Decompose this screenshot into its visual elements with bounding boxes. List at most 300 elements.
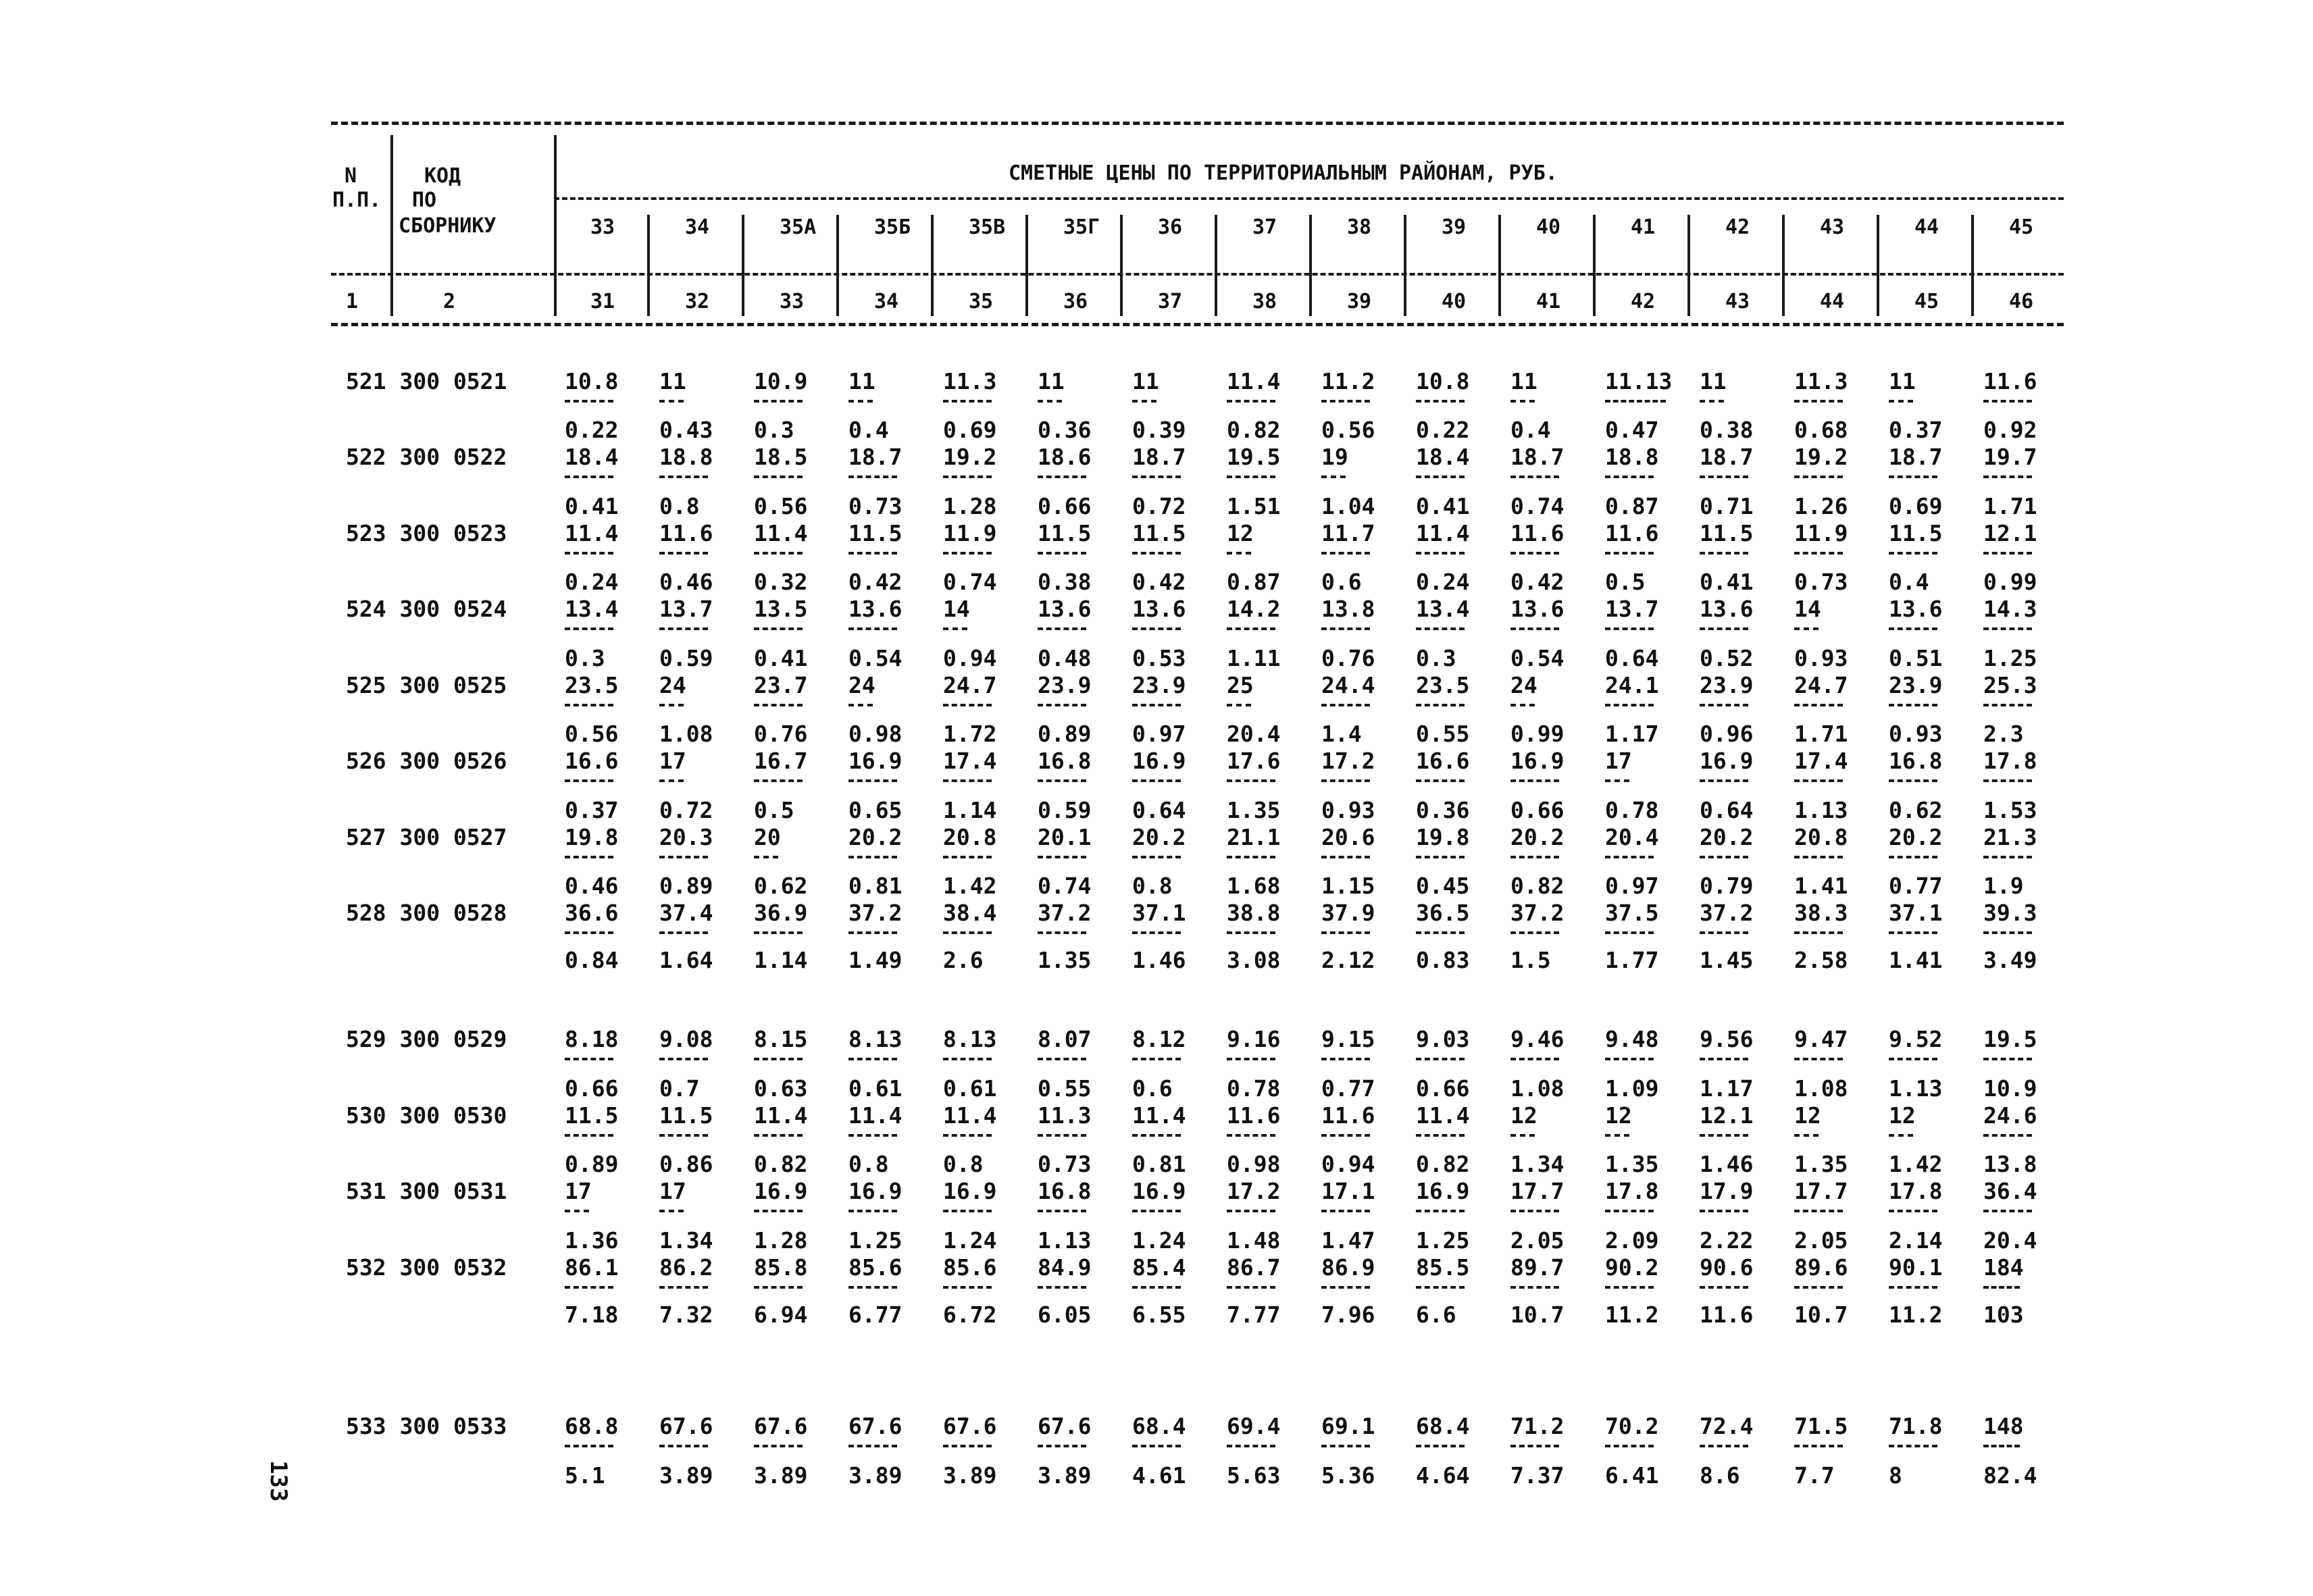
cell-top-value: 8.15 [754, 1026, 808, 1052]
fraction-bar [1700, 1210, 1748, 1212]
fraction-bar [565, 779, 613, 782]
cell-top-value: 19.5 [1227, 444, 1281, 470]
cell-bottom-value: 1.08 [659, 721, 713, 747]
cell-top-value: 11.4 [754, 520, 808, 546]
cell-top-value: 20.8 [943, 824, 997, 850]
cell-top-value: 11.4 [943, 1102, 997, 1129]
cell-bottom-value: 1.24 [1132, 1227, 1186, 1254]
fraction-bar [565, 1058, 613, 1060]
cell-bottom-value: 1.71 [1983, 493, 2037, 519]
row-label: 524 300 0524 [346, 596, 507, 622]
fraction-bar [1794, 704, 1843, 706]
cell-top-value: 23.9 [1132, 672, 1186, 698]
cell-bottom-value: 6.41 [1605, 1462, 1659, 1489]
fraction-bar [1416, 475, 1465, 478]
fraction-bar [1227, 779, 1275, 782]
cell-top-value: 184 [1983, 1254, 2024, 1281]
cell-top-value: 23.5 [565, 672, 619, 698]
cell-bottom-value: 0.4 [848, 417, 889, 443]
cell-top-value: 11.4 [848, 1102, 903, 1129]
cell-bottom-value: 5.1 [565, 1462, 605, 1489]
cell-bottom-value: 103 [1983, 1302, 2024, 1328]
cell-bottom-value: 0.36 [1038, 417, 1092, 443]
cell-bottom-value: 0.62 [754, 873, 808, 899]
cell-bottom-value: 0.61 [943, 1075, 997, 1102]
fraction-bar [1605, 627, 1654, 630]
cell-bottom-value: 0.82 [754, 1151, 808, 1177]
fraction-bar [1132, 475, 1181, 478]
fraction-bar [1038, 1134, 1086, 1137]
cell-bottom-value: 0.56 [1321, 417, 1375, 443]
fraction-bar [1605, 400, 1666, 403]
cell-bottom-value: 0.98 [848, 721, 903, 747]
region-divider-6 [1120, 215, 1123, 316]
fraction-bar [1132, 1134, 1181, 1137]
col-code-label-2: ПО [412, 188, 437, 212]
row-label: 529 300 0529 [346, 1026, 507, 1052]
cell-bottom-value: 1.17 [1700, 1075, 1754, 1102]
cell-top-value: 17.8 [1889, 1178, 1943, 1204]
cell-bottom-value: 1.64 [659, 947, 713, 973]
cell-top-value: 37.2 [1510, 900, 1565, 926]
cell-top-value: 38.8 [1227, 900, 1281, 926]
cell-top-value: 11.9 [1794, 520, 1848, 546]
fraction-bar [1321, 475, 1346, 478]
cell-bottom-value: 1.34 [1510, 1151, 1565, 1177]
fraction-bar [1038, 475, 1086, 478]
cell-bottom-value: 0.46 [659, 569, 713, 595]
cell-bottom-value: 0.38 [1700, 417, 1754, 443]
cell-top-value: 13.7 [659, 596, 713, 622]
fraction-bar [1889, 931, 1937, 934]
fraction-bar [1038, 704, 1086, 706]
fraction-bar [1983, 475, 2032, 478]
cell-bottom-value: 5.36 [1321, 1462, 1375, 1489]
cell-top-value: 24 [1510, 672, 1537, 698]
cell-top-value: 86.1 [565, 1254, 619, 1281]
cell-top-value: 9.16 [1227, 1026, 1281, 1052]
cell-bottom-value: 10.7 [1794, 1302, 1848, 1328]
fraction-bar [1983, 1445, 2020, 1447]
fraction-bar [1510, 779, 1559, 782]
cell-top-value: 16.9 [1132, 748, 1186, 774]
cell-bottom-value: 0.65 [848, 797, 903, 823]
cell-top-value: 11.4 [754, 1102, 808, 1129]
cell-top-value: 17.4 [1794, 748, 1848, 774]
region-header-10: 39 [1442, 215, 1467, 239]
cell-top-value: 17.6 [1227, 748, 1281, 774]
cell-top-value: 13.7 [1605, 596, 1659, 622]
cell-top-value: 85.8 [754, 1254, 808, 1281]
cell-bottom-value: 1.49 [848, 947, 903, 973]
cell-top-value: 16.9 [848, 748, 903, 774]
cell-top-value: 18.7 [1132, 444, 1186, 470]
region-divider-13 [1782, 215, 1785, 316]
fraction-bar [1227, 400, 1275, 403]
cell-bottom-value: 0.71 [1700, 493, 1754, 519]
cell-top-value: 69.1 [1321, 1413, 1375, 1439]
region-header-8: 37 [1252, 215, 1277, 239]
fraction-bar [1510, 931, 1559, 934]
fraction-bar [1227, 475, 1275, 478]
row-label: 527 300 0527 [346, 824, 507, 850]
cell-top-value: 24 [659, 672, 686, 698]
cell-bottom-value: 1.09 [1605, 1075, 1659, 1102]
cell-top-value: 11 [848, 368, 875, 394]
row-label: 531 300 0531 [346, 1178, 507, 1204]
cell-top-value: 86.7 [1227, 1254, 1281, 1281]
cell-bottom-value: 0.82 [1416, 1151, 1470, 1177]
fraction-bar [1794, 1134, 1819, 1137]
fraction-bar [943, 779, 992, 782]
cell-bottom-value: 0.52 [1700, 645, 1754, 671]
fraction-bar [1700, 1445, 1748, 1447]
cell-bottom-value: 1.34 [659, 1227, 713, 1254]
cell-top-value: 71.2 [1510, 1413, 1565, 1439]
fraction-bar [1700, 856, 1748, 858]
cell-top-value: 89.6 [1794, 1254, 1848, 1281]
fraction-bar [1983, 1210, 2032, 1212]
cell-bottom-value: 1.17 [1605, 721, 1659, 747]
fraction-bar [754, 856, 778, 858]
cell-bottom-value: 0.3 [565, 645, 605, 671]
fraction-bar [659, 704, 684, 706]
cell-top-value: 19 [1321, 444, 1348, 470]
fraction-bar [1416, 552, 1465, 555]
cell-top-value: 69.4 [1227, 1413, 1281, 1439]
row-label: 530 300 0530 [346, 1102, 507, 1129]
fraction-bar [565, 704, 613, 706]
cell-bottom-value: 1.71 [1794, 721, 1848, 747]
region-divider-7 [1215, 215, 1217, 316]
cell-bottom-value: 0.96 [1700, 721, 1754, 747]
cell-top-value: 11.6 [659, 520, 713, 546]
cell-bottom-value: 1.25 [1983, 645, 2037, 671]
fraction-bar [659, 1445, 708, 1447]
cell-top-value: 17 [565, 1178, 592, 1204]
cell-top-value: 36.6 [565, 900, 619, 926]
cell-top-value: 9.08 [659, 1026, 713, 1052]
fraction-bar [1605, 552, 1654, 555]
cell-bottom-value: 0.93 [1794, 645, 1848, 671]
region-index-1: 31 [590, 290, 615, 313]
cell-bottom-value: 1.36 [565, 1227, 619, 1254]
fraction-bar [1983, 1058, 2032, 1060]
fraction-bar [1983, 779, 2032, 782]
row-label: 528 300 0528 [346, 900, 507, 926]
fraction-bar [848, 627, 897, 630]
fraction-bar [1983, 627, 2032, 630]
cell-bottom-value: 2.3 [1983, 721, 2024, 747]
cell-top-value: 20.2 [1700, 824, 1754, 850]
row-label: 521 300 0521 [346, 368, 507, 394]
fraction-bar [943, 931, 992, 934]
cell-top-value: 8.07 [1038, 1026, 1092, 1052]
cell-bottom-value: 0.73 [1038, 1151, 1092, 1177]
fraction-bar [848, 1058, 897, 1060]
cell-top-value: 16.7 [754, 748, 808, 774]
cell-bottom-value: 0.5 [754, 797, 794, 823]
cell-bottom-value: 1.4 [1321, 721, 1362, 747]
cell-top-value: 85.5 [1416, 1254, 1470, 1281]
fraction-bar [659, 475, 708, 478]
region-divider-14 [1877, 215, 1879, 316]
cell-top-value: 70.2 [1605, 1413, 1659, 1439]
cell-top-value: 37.2 [1700, 900, 1754, 926]
cell-bottom-value: 0.55 [1038, 1075, 1092, 1102]
cell-top-value: 24.1 [1605, 672, 1659, 698]
cell-top-value: 37.1 [1132, 900, 1186, 926]
cell-top-value: 11.2 [1321, 368, 1375, 394]
cell-bottom-value: 0.97 [1132, 721, 1186, 747]
cell-top-value: 90.1 [1889, 1254, 1943, 1281]
fraction-bar [659, 1134, 708, 1137]
cell-top-value: 11.6 [1227, 1102, 1281, 1129]
cell-top-value: 11 [1700, 368, 1727, 394]
fraction-bar [1321, 704, 1370, 706]
cell-bottom-value: 1.13 [1038, 1227, 1092, 1254]
cell-top-value: 86.2 [659, 1254, 713, 1281]
cell-top-value: 10.8 [565, 368, 619, 394]
cell-bottom-value: 0.59 [1038, 797, 1092, 823]
cell-top-value: 68.4 [1416, 1413, 1470, 1439]
fraction-bar [848, 1134, 897, 1137]
cell-bottom-value: 5.63 [1227, 1462, 1281, 1489]
cell-top-value: 20.3 [659, 824, 713, 850]
cell-top-value: 71.5 [1794, 1413, 1848, 1439]
cell-top-value: 20.4 [1605, 824, 1659, 850]
cell-bottom-value: 0.6 [1321, 569, 1362, 595]
fraction-bar [1038, 627, 1086, 630]
cell-bottom-value: 0.66 [1510, 797, 1565, 823]
cell-bottom-value: 3.89 [659, 1462, 713, 1489]
cell-bottom-value: 0.97 [1605, 873, 1659, 899]
cell-bottom-value: 0.3 [754, 417, 794, 443]
cell-top-value: 24.4 [1321, 672, 1375, 698]
cell-bottom-value: 13.8 [1983, 1151, 2037, 1177]
cell-bottom-value: 6.72 [943, 1302, 997, 1328]
fraction-bar [1794, 552, 1843, 555]
region-index-7: 37 [1158, 290, 1183, 313]
fraction-bar [1700, 1134, 1748, 1137]
cell-top-value: 24.6 [1983, 1102, 2037, 1129]
cell-bottom-value: 0.68 [1794, 417, 1848, 443]
fraction-bar [1321, 1058, 1370, 1060]
cell-bottom-value: 0.59 [659, 645, 713, 671]
region-header-9: 38 [1347, 215, 1372, 239]
fraction-bar [1038, 552, 1086, 555]
region-index-2: 32 [685, 290, 710, 313]
cell-top-value: 16.9 [1510, 748, 1565, 774]
cell-bottom-value: 0.4 [1510, 417, 1551, 443]
cell-bottom-value: 2.05 [1510, 1227, 1565, 1254]
region-divider-5 [1025, 215, 1028, 316]
fraction-bar [1227, 1445, 1275, 1447]
fraction-bar [848, 400, 873, 403]
fraction-bar [848, 1210, 897, 1212]
cell-top-value: 37.5 [1605, 900, 1659, 926]
region-divider-4 [931, 215, 934, 316]
cell-top-value: 17.2 [1227, 1178, 1281, 1204]
fraction-bar [1794, 400, 1843, 403]
cell-top-value: 11.5 [1700, 520, 1754, 546]
fraction-bar [943, 627, 967, 630]
cell-bottom-value: 0.8 [1132, 873, 1173, 899]
row-label: 526 300 0526 [346, 748, 507, 774]
fraction-bar [1700, 552, 1748, 555]
fraction-bar [1983, 704, 2032, 706]
fraction-bar [848, 1286, 897, 1289]
fraction-bar [1889, 779, 1937, 782]
region-divider-15 [1971, 215, 1974, 316]
cell-bottom-value: 0.66 [1038, 493, 1092, 519]
cell-bottom-value: 0.43 [659, 417, 713, 443]
header-divider-num [390, 135, 393, 316]
cell-top-value: 67.6 [943, 1413, 997, 1439]
row-label: 523 300 0523 [346, 520, 507, 546]
fraction-bar [1983, 856, 2032, 858]
cell-bottom-value: 0.86 [659, 1151, 713, 1177]
cell-top-value: 17.7 [1510, 1178, 1565, 1204]
cell-top-value: 11.6 [1510, 520, 1565, 546]
cell-top-value: 11.5 [1889, 520, 1943, 546]
header-mid-rule [554, 197, 2064, 200]
cell-top-value: 13.4 [1416, 596, 1470, 622]
fraction-bar [754, 400, 803, 403]
cell-bottom-value: 0.37 [1889, 417, 1943, 443]
cell-bottom-value: 0.64 [1700, 797, 1754, 823]
fraction-bar [1700, 704, 1748, 706]
fraction-bar [1132, 400, 1156, 403]
cell-top-value: 20 [754, 824, 781, 850]
fraction-bar [1700, 779, 1748, 782]
cell-top-value: 16.9 [943, 1178, 997, 1204]
cell-bottom-value: 7.37 [1510, 1462, 1565, 1489]
fraction-bar [1605, 856, 1654, 858]
cell-top-value: 71.8 [1889, 1413, 1943, 1439]
cell-bottom-value: 11.2 [1889, 1302, 1943, 1328]
fraction-bar [1889, 475, 1937, 478]
fraction-bar [1605, 1445, 1654, 1447]
fraction-bar [1038, 779, 1086, 782]
cell-top-value: 86.9 [1321, 1254, 1375, 1281]
col-index-2: 2 [443, 290, 456, 313]
fraction-bar [1038, 1286, 1086, 1289]
cell-bottom-value: 6.77 [848, 1302, 903, 1328]
cell-bottom-value: 1.24 [943, 1227, 997, 1254]
cell-bottom-value: 0.79 [1700, 873, 1754, 899]
cell-bottom-value: 1.46 [1700, 1151, 1754, 1177]
fraction-bar [1889, 627, 1937, 630]
fraction-bar [1038, 400, 1062, 403]
cell-bottom-value: 0.81 [1132, 1151, 1186, 1177]
cell-top-value: 16.8 [1038, 1178, 1092, 1204]
fraction-bar [1132, 931, 1181, 934]
cell-top-value: 17.4 [943, 748, 997, 774]
cell-top-value: 21.3 [1983, 824, 2037, 850]
fraction-bar [1132, 1445, 1181, 1447]
cell-bottom-value: 0.76 [754, 721, 808, 747]
row-label: 522 300 0522 [346, 444, 507, 470]
cell-top-value: 23.9 [1889, 672, 1943, 698]
cell-bottom-value: 0.48 [1038, 645, 1092, 671]
cell-bottom-value: 1.08 [1794, 1075, 1848, 1102]
cell-top-value: 20.2 [1889, 824, 1943, 850]
cell-bottom-value: 1.68 [1227, 873, 1281, 899]
cell-top-value: 11.6 [1321, 1102, 1375, 1129]
fraction-bar [565, 1134, 613, 1137]
cell-bottom-value: 0.78 [1605, 797, 1659, 823]
fraction-bar [1416, 779, 1465, 782]
cell-bottom-value: 0.54 [1510, 645, 1565, 671]
cell-top-value: 20.6 [1321, 824, 1375, 850]
fraction-bar [1983, 400, 2032, 403]
region-index-5: 35 [969, 290, 994, 313]
cell-bottom-value: 0.99 [1983, 569, 2037, 595]
fraction-bar [565, 1210, 589, 1212]
fraction-bar [754, 704, 803, 706]
cell-bottom-value: 0.69 [943, 417, 997, 443]
cell-top-value: 23.9 [1700, 672, 1754, 698]
region-divider-12 [1687, 215, 1690, 316]
cell-bottom-value: 0.94 [943, 645, 997, 671]
row-label: 532 300 0532 [346, 1254, 507, 1281]
cell-top-value: 8.13 [943, 1026, 997, 1052]
fraction-bar [1132, 1210, 1181, 1212]
fraction-bar [1321, 1134, 1370, 1137]
cell-bottom-value: 6.94 [754, 1302, 808, 1328]
fraction-bar [1510, 1210, 1559, 1212]
fraction-bar [1227, 856, 1275, 858]
cell-bottom-value: 1.13 [1794, 797, 1848, 823]
fraction-bar [754, 779, 803, 782]
cell-bottom-value: 0.47 [1605, 417, 1659, 443]
cell-top-value: 36.9 [754, 900, 808, 926]
fraction-bar [1416, 1058, 1465, 1060]
cell-top-value: 39.3 [1983, 900, 2037, 926]
fraction-bar [1700, 475, 1748, 478]
cell-top-value: 85.6 [943, 1254, 997, 1281]
cell-bottom-value: 0.41 [1416, 493, 1470, 519]
cell-bottom-value: 1.04 [1321, 493, 1375, 519]
fraction-bar [848, 856, 897, 858]
fraction-bar [754, 1058, 803, 1060]
fraction-bar [1510, 400, 1535, 403]
region-index-3: 33 [780, 290, 805, 313]
cell-top-value: 8.18 [565, 1026, 619, 1052]
fraction-bar [1983, 1286, 2020, 1289]
cell-bottom-value: 0.32 [754, 569, 808, 595]
cell-bottom-value: 1.41 [1889, 947, 1943, 973]
cell-bottom-value: 1.35 [1227, 797, 1281, 823]
cell-bottom-value: 0.87 [1605, 493, 1659, 519]
cell-top-value: 18.7 [1700, 444, 1754, 470]
fraction-bar [943, 1445, 992, 1447]
cell-bottom-value: 0.7 [659, 1075, 700, 1102]
cell-bottom-value: 0.98 [1227, 1151, 1281, 1177]
fraction-bar [1794, 931, 1843, 934]
fraction-bar [1889, 1445, 1937, 1447]
cell-top-value: 8.13 [848, 1026, 903, 1052]
cell-bottom-value: 0.61 [848, 1075, 903, 1102]
cell-bottom-value: 0.63 [754, 1075, 808, 1102]
cell-top-value: 37.2 [848, 900, 903, 926]
cell-bottom-value: 0.51 [1889, 645, 1943, 671]
cell-top-value: 16.9 [754, 1178, 808, 1204]
cell-bottom-value: 0.4 [1889, 569, 1929, 595]
fraction-bar [1605, 704, 1654, 706]
cell-top-value: 13.4 [565, 596, 619, 622]
